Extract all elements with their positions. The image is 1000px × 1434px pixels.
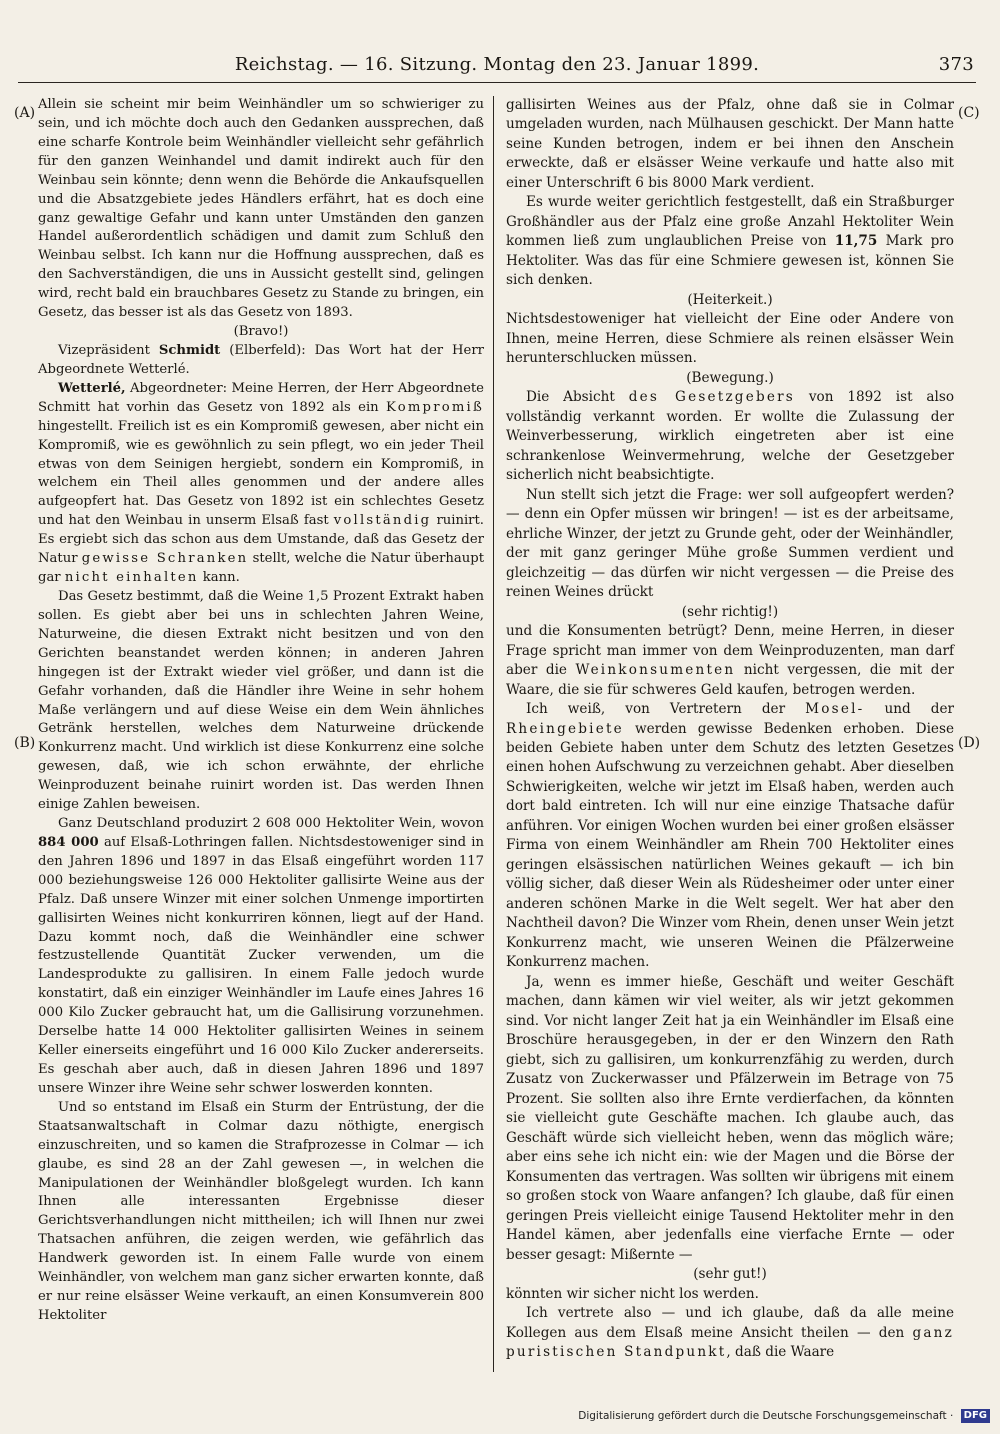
dfg-logo: DFG — [961, 1409, 990, 1423]
text-run: Ich weiß, von Vertretern der — [526, 701, 786, 718]
paragraph — [506, 1304, 954, 1362]
emphasis: Mosel- — [805, 701, 865, 718]
header-title: Reichstag. — 16. Sitzung. Montag den 23. Januar 1899. — [234, 54, 760, 75]
text-run: , daß die Waare — [726, 1344, 835, 1360]
speaker-name: Wetterlé, — [58, 380, 126, 396]
text-run: Die Absicht — [526, 389, 615, 406]
digitization-credit — [560, 1406, 990, 1426]
emphasis: nicht einhalten — [64, 570, 199, 586]
interjection-heiterkeit: (Heiterkeit.) — [687, 291, 773, 308]
emphasis: ganz puristischen Standpunkt — [506, 1324, 954, 1360]
paragraph: Das Gesetz bestimmt, daß die Weine 1,5 Prozent Extrakt haben sollen. Es giebt aber bei uns in schlechten Jahren Weine, Naturweine, die diesen Extrakt nicht besitzen und von den Gerichten beanstandet werden können; in anderen Jahren hingegen ist der Extrakt wieder viel größer, und dann ist die Gefahr vorhanden, daß die Händler ihre Weine in sehr hohem Maße verlängern und auf diese Weise ein dem Wein ähnliches Getränk herstellen, welches dem Naturweine drückende Konkurrenz macht. Und wirklich ist diese Konkurrenz eine solche gewesen, daß, wie ich schon erwähnte, der ehrliche Weinproduzent beinahe ruinirt worden ist. Das werden Ihnen einige Zahlen beweisen. — [38, 588, 484, 813]
text-run: hingestellt. Freilich ist es ein Kompromiß gewesen, aber nicht ein Kompromiß, wie es gewöhnlich zu sein pflegt, wo ein jeder Theil etwas von dem Seinigen hergiebt, sondern ein Kompromiß, in welchem ein Theil alles genommen und der andere alles aufgeopfert hat. Das Gesetz von 1892 ist ein schlechtes Gesetz und hat den Weinbau in unserm Elsaß fast — [38, 418, 484, 529]
paragraph — [38, 815, 484, 1099]
paragraph-wetterle — [38, 380, 484, 588]
margin-marker-d: (D) — [958, 735, 981, 751]
emphasis: des Gesetzgebers — [628, 389, 795, 406]
paragraph — [506, 388, 954, 485]
margin-marker-b: (B) — [14, 735, 36, 751]
speaker-role: Vizepräsident — [58, 342, 150, 358]
text-run: ruinirt. Es ergiebt sich das schon aus dem Umstande, daß das Gesetz der Natur — [38, 513, 484, 567]
text-run: Ich vertrete also — und ich glaube, daß da alle meine Kollegen aus dem Elsaß meine Ansicht theilen — den — [506, 1305, 954, 1341]
text-run: und die Konsumenten betrügt? Denn, meine Herren, in dieser Frage spricht man immer von dem Weinproduzenten, man darf aber die — [506, 623, 954, 679]
left-column — [38, 96, 484, 1326]
emphasis: Kompromiß — [386, 399, 484, 415]
right-column — [506, 96, 954, 1362]
paragraph: Und so entstand im Elsaß ein Sturm der Entrüstung, der die Staatsanwaltschaft in Colmar dazu nöthigte, energisch einzuschreiten, und so kamen die Strafprozesse in Colmar — ich glaube, es sind 28 an der Zahl gewesen —, in welchen die Manipulationen der Weinhändler bloßgelegt wurden. Ich kann Ihnen alle interessanten Ergebnisse dieser Gerichtsverhandlungen nicht mittheilen; ich will Ihnen nur zwei Thatsachen anführen, die zeigen werden, wie gefährlich das Handwerk geworden ist. In einem Falle wurde von einem Weinhändler, von welchem man ganz sicher erwarten konnte, daß er nur reine elsässer Weine verkauft, an einen Konsumverein 800 Hektoliter — [38, 1099, 484, 1323]
interjection-bravo: (Bravo!) — [233, 324, 289, 340]
interjection-bewegung: (Bewegung.) — [686, 369, 774, 386]
text-run: (Elberfeld): Das Wort hat der Herr Abgeordnete Wetterlé. — [38, 342, 484, 377]
paragraph: Nun stellt sich jetzt die Frage: wer soll aufgeopfert werden? — denn ein Opfer müssen wir bringen! — ist es der arbeitsame, ehrliche Winzer, der jetzt zu Grunde geht, oder der Weinhändler, der mit ganz geringer Mühe große Summen verdient und gleichzeitig — das dürfen wir nicht vergessen — die Preise des reinen Weines drückt — [506, 486, 954, 601]
text-run: auf Elsaß-Lothringen fallen. Nichtsdestoweniger sind in den Jahren 1896 und 1897 in das Elsaß eingeführt worden 117 000 beziehungsweise 126 000 Hektoliter gallisirte Weine aus der Pfalz. Daß unsere Winzer mit einer solchen Unmenge importirten gallisirten Weines nicht konkurriren können, liegt auf der Hand. Dazu kommt noch, daß die Weinhändler eine schwer festzustellende Quantität Zucker verwenden, um die Landesprodukte zu gallisiren. In einem Falle jedoch wurde konstatirt, daß ein einziger Weinhändler im Laufe eines Jahres 16 000 Kilo Zucker gebraucht hat, um die Gallisirung vorzunehmen. Derselbe hatte 14 000 Hektoliter gallisirten Weines in seinem Keller einerseits eingeführt und 16 000 Kilo Zucker andererseits. Es geschah aber auch, daß in diesen Jahren 1896 und 1897 unsere Winzer ihre Weine sehr schwer loswerden konnten. — [38, 834, 484, 1096]
paragraph: Ja, wenn es immer hieße, Geschäft und weiter Geschäft machen, dann kämen wir viel weiter, als wir jetzt gekommen sind. Vor nicht langer Zeit hat ja ein Weinhändler im Elsaß eine Broschüre herausgegeben, in der er den Winzern den Rath giebt, sich zu gallisiren, um konkurrenzfähig zu werden, durch Zusatz von Zuckerwasser und Pfälzerwein im Betrage von 75 Prozent. Sie sollten also ihre Ernte verdierfachen, da könnten sie vielleicht gute Geschäfte machen. Ich glaube auch, das Geschäft würde sich vielleicht heben, wenn das möglich wäre; aber eins sehe ich nicht ein: wie der Magen und die Börse der Konsumenten das vertragen. Was sollten wir übrigens mit einem so großen stock von Waare anfangen? Ich glaube, daß für einen geringen Preis vielleicht einige Tausend Hektoliter mehr in den Handel kämen, aber jedenfalls eine vierfache Ernte — oder besser gesagt: Mißernte — — [506, 973, 954, 1263]
paragraph: könnten wir sicher nicht los werden. — [506, 1285, 759, 1302]
emphasis: Weinkonsumenten — [575, 662, 736, 679]
paragraph-vizepraesident — [38, 342, 484, 380]
page-number: 373 — [938, 54, 974, 75]
text-run: nicht vergessen, die mit der Waare, die sie für schweres Geld kaufen, betrogen werden. — [506, 662, 955, 698]
paragraph: Nichtsdestoweniger hat vielleicht der Eine oder Andere von Ihnen, meine Herren, diese Schmiere als reinen elsässer Wein herunterschlucken müssen. — [506, 311, 954, 367]
text-run: Mark pro Hektoliter. Was das für eine Schmiere gewesen ist, können Sie sich denken. — [506, 233, 954, 289]
running-header — [18, 52, 976, 83]
margin-marker-a: (A) — [14, 105, 36, 121]
emphasis: 11,75 — [834, 233, 878, 250]
speaker-name: Schmidt — [158, 342, 221, 358]
emphasis: 884 000 — [38, 834, 99, 850]
text-run: Ganz Deutschland produzirt 2 608 000 Hektoliter Wein, wovon — [58, 816, 484, 832]
text-run: stellt, welche die Natur überhaupt gar — [38, 551, 484, 586]
paragraph — [506, 193, 954, 290]
text-run: von 1892 ist also vollständig verkannt worden. Er wollte die Zulassung der Weinverbesserung, wirklich eingetreten aber ist eine schrankenlose Weinvermehrung, welche der Gesetzgeber sicherlich nicht beabsichtigte. — [506, 389, 955, 484]
interjection-sehr-richtig: (sehr richtig!) — [681, 603, 779, 620]
emphasis: Rheingebiete — [506, 720, 624, 737]
paragraph — [506, 700, 954, 973]
text-run: und der — [884, 701, 955, 718]
paragraph — [506, 622, 954, 700]
emphasis: vollständig — [333, 513, 432, 529]
text-run: Abgeordneter: Meine Herren, der Herr Abgeordnete Schmitt hat vorhin das Gesetz von 1892 als ein — [38, 380, 484, 415]
text-run: werden gewisse Bedenken erhoben. Diese beiden Gebiete haben unter dem Schutz des letzten Gesetzes einen hohen Aufschwung zu verzeichnen gehabt. Aber dieselben Schwierigkeiten, welche wir jetzt im Elsaß haben, werden auch dort bald eintreten. Ich will nur eine einzige Thatsache dafür anführen. Vor einigen Wochen wurden bei einer großen elsässer Firma von einem Weinhändler am Rhein 700 Hektoliter eines geringen elsässischen natürlichen Weines gekauft — ich bin völlig sicher, daß dieser Wein als Rüdesheimer oder unter einer anderen schönen Marke in die Welt segelt. Wer hat aber den Nachtheil davon? Die Winzer vom Rhein, denen unser Wein jetzt Konkurrenz macht, wie unseren Weinen die Pfälzerweine Konkurrenz machen. — [506, 720, 954, 971]
interjection-sehr-gut: (sehr gut!) — [693, 1266, 767, 1283]
paragraph: gallisirten Weines aus der Pfalz, ohne daß sie in Colmar umgeladen wurden, nach Mülhausen geschickt. Der Mann hatte seine Kunden betrogen, indem er bei ihnen den Anschein erweckte, daß er elsässer Weine verkaufe und hatte also mit einer Unterschrift 6 bis 8000 Mark verdient. — [506, 97, 954, 191]
emphasis: gewisse Schranken — [81, 551, 249, 567]
credit-text: Digitalisierung gefördert durch die Deutsche Forschungsgemeinschaft · — [578, 1410, 954, 1422]
paragraph: Allein sie scheint mir beim Weinhändler um so schwieriger zu sein, und ich möchte doch auch den Gedanken aussprechen, daß eine scharfe Kontrole beim Weinhändler vielleicht sehr gefährlich für den ganzen Weinhandel und damit indirekt auch für den Weinbau sein könnte; denn wenn die Behörde die Ankaufsquellen und die Absatzgebiete jedes Händlers erfährt, hat es doch eine ganz gewaltige Gefahr und kann unter Umständen den ganzen Handel außerordentlich schädigen und damit zum Schluß den Weinbau selbst. Ich kann nur die Hoffnung aussprechen, daß es den Sachverständigen, die uns in Aussicht gestellt sind, gelingen wird, recht bald ein brauchbares Gesetz zu Stande zu bringen, ein Gesetz, das besser ist als das Gesetz von 1893. — [38, 97, 484, 321]
text-run: kann. — [202, 570, 240, 586]
column-divider — [493, 96, 494, 1372]
margin-marker-c: (C) — [958, 105, 980, 121]
text-run: Es wurde weiter gerichtlich festgestellt, daß ein Straßburger Großhändler aus der Pfalz eine große Anzahl Hektoliter Wein kommen ließ zum unglaublichen Preise von — [506, 194, 954, 250]
